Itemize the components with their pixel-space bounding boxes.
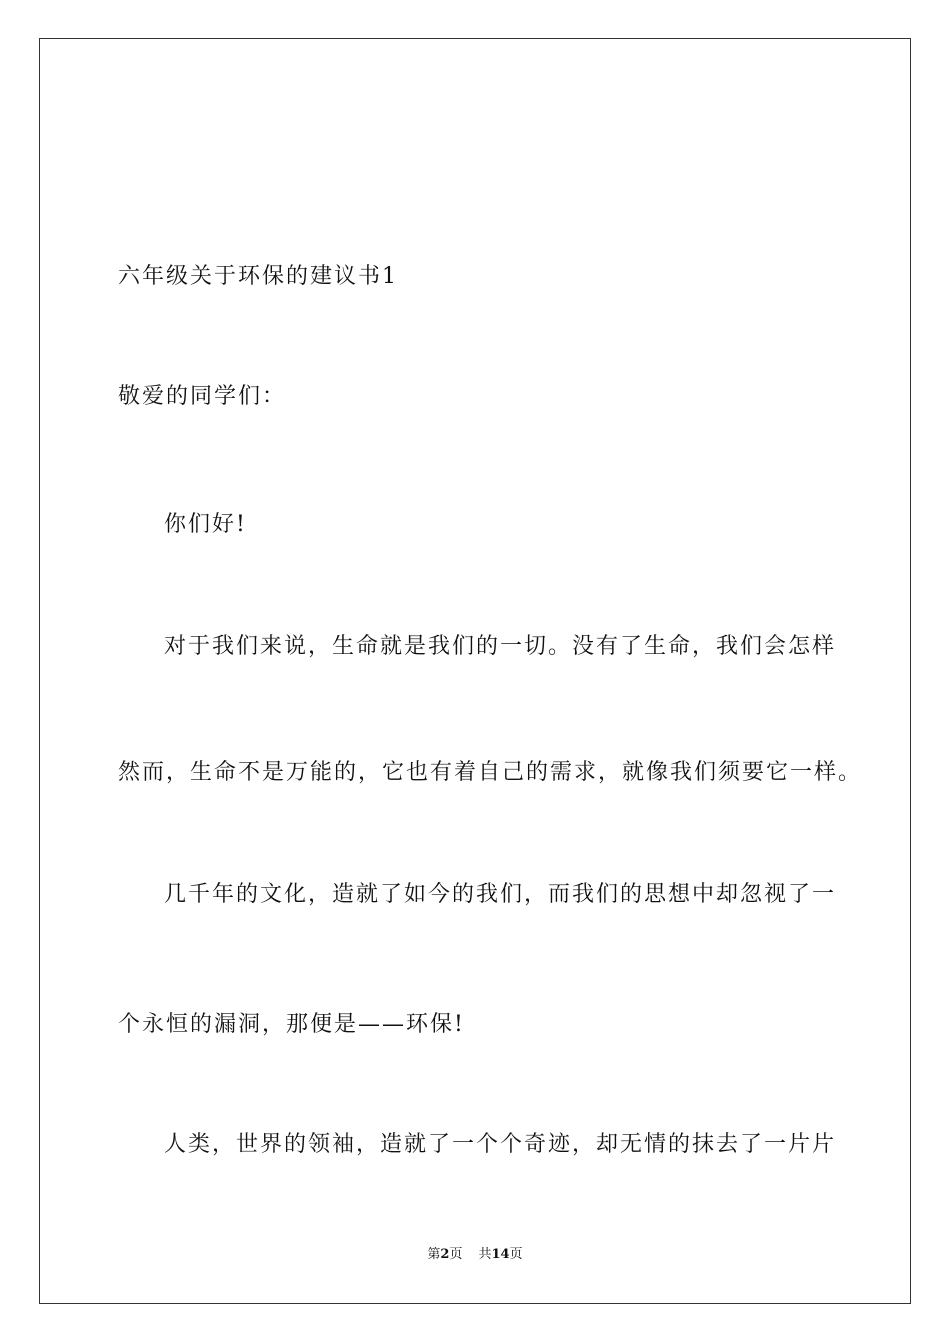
paragraph-2-line-1: 几千年的文化，造就了如今的我们，而我们的思想中却忽视了一 <box>164 882 837 907</box>
paragraph-3-line-1: 人类，世界的领袖，造就了一个个奇迹，却无情的抹去了一片片 <box>164 1132 837 1157</box>
page-number: 2 <box>440 1247 450 1262</box>
paragraph-1-line-1: 对于我们来说，生命就是我们的一切。没有了生命，我们会怎样 <box>164 634 837 659</box>
paragraph-2-line-2: 个永恒的漏洞，那便是——环保! <box>118 1012 465 1037</box>
total-prefix: 共 <box>478 1247 492 1262</box>
paragraph-1-line-2: 然而，生命不是万能的，它也有着自己的需求，就像我们须要它一样。 <box>118 760 863 785</box>
greeting: 你们好! <box>164 512 247 537</box>
page-footer <box>0 1246 950 1264</box>
total-pages: 14 <box>491 1247 510 1262</box>
page-border <box>39 38 911 1304</box>
page-prefix: 第 <box>427 1247 441 1262</box>
document-title: 六年级关于环保的建议书1 <box>118 264 398 289</box>
total-suffix: 页 <box>509 1247 523 1262</box>
salutation: 敬爱的同学们： <box>118 384 287 409</box>
page-suffix: 页 <box>449 1247 463 1262</box>
